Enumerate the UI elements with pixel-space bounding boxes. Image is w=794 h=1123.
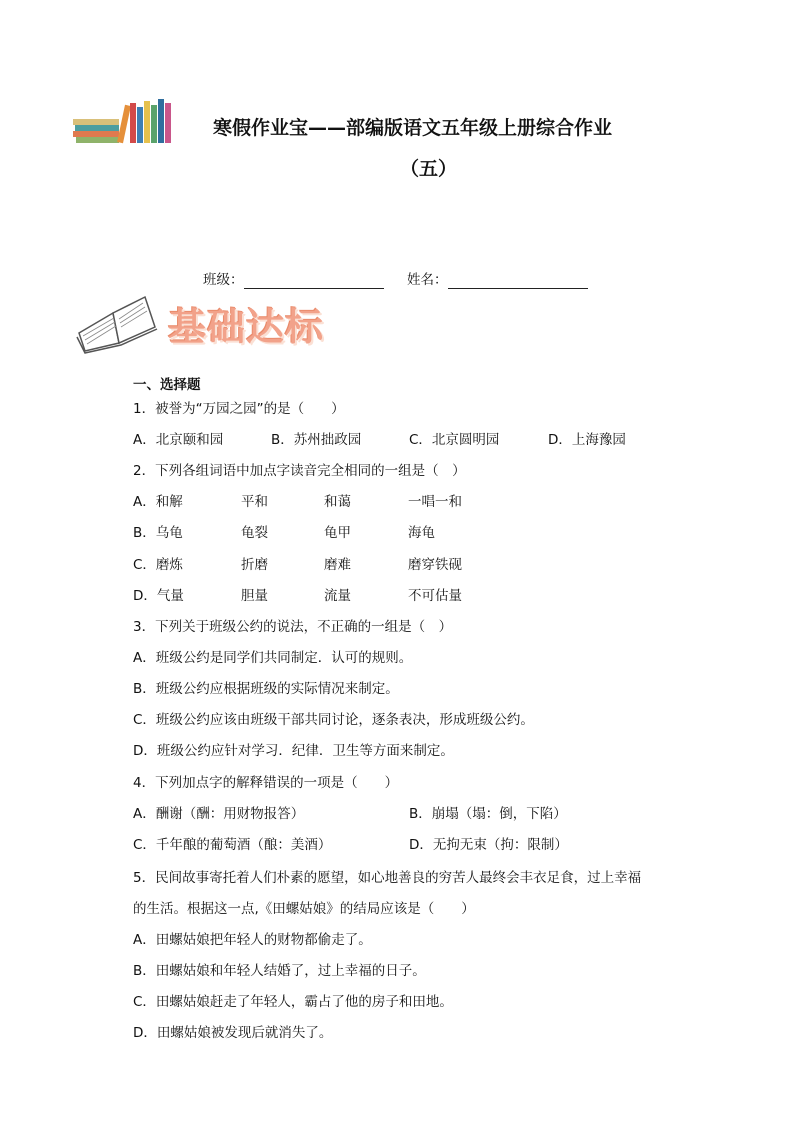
q3-option-b[interactable]: B．班级公约应根据班级的实际情况来制定。 bbox=[133, 681, 399, 697]
q2-word: 不可估量 bbox=[408, 588, 462, 604]
q2-word: 胆量 bbox=[241, 588, 268, 604]
q5-stem-line1: 5．民间故事寄托着人们朴素的愿望，如心地善良的穷苦人最终会丰衣足食，过上幸福 bbox=[133, 870, 642, 886]
q3-option-c[interactable]: C．班级公约应该由班级干部共同讨论，逐条表决，形成班级公约。 bbox=[133, 712, 534, 728]
q2-word: 折磨 bbox=[241, 557, 268, 573]
q2-option-c[interactable]: C．磨炼 bbox=[133, 557, 183, 573]
q2-word: 流量 bbox=[324, 588, 351, 604]
q5-option-d[interactable]: D．田螺姑娘被发现后就消失了。 bbox=[133, 1025, 333, 1041]
q1-option-a[interactable]: A．北京颐和园 bbox=[133, 432, 224, 448]
q2-option-a[interactable]: A．和解 bbox=[133, 494, 183, 510]
open-book-icon bbox=[75, 293, 160, 355]
q2-word: 磨难 bbox=[324, 557, 351, 573]
q2-word: 龟裂 bbox=[241, 525, 268, 541]
q1-option-d[interactable]: D．上海豫园 bbox=[548, 432, 626, 448]
name-label: 姓名： bbox=[407, 272, 448, 288]
q1-stem: 1．被誉为“万园之园”的是（ ） bbox=[133, 401, 345, 417]
q5-option-a[interactable]: A．田螺姑娘把年轻人的财物都偷走了。 bbox=[133, 932, 372, 948]
q2-word: 龟甲 bbox=[324, 525, 351, 541]
q3-option-a[interactable]: A．班级公约是同学们共同制定．认可的规则。 bbox=[133, 650, 413, 666]
q5-option-b[interactable]: B．田螺姑娘和年轻人结婚了，过上幸福的日子。 bbox=[133, 963, 426, 979]
page-title: 寒假作业宝——部编版语文五年级上册综合作业 bbox=[213, 117, 613, 139]
q5-stem-line2: 的生活。根据这一点,《田螺姑娘》的结局应该是（ ） bbox=[133, 901, 475, 917]
name-blank[interactable] bbox=[448, 272, 588, 289]
q5-option-c[interactable]: C．田螺姑娘赶走了年轻人，霸占了他的房子和田地。 bbox=[133, 994, 453, 1010]
class-label: 班级： bbox=[203, 272, 244, 288]
q2-word: 和蔼 bbox=[324, 494, 351, 510]
class-field[interactable] bbox=[203, 271, 384, 289]
q2-word: 一唱一和 bbox=[408, 494, 462, 510]
q2-option-b[interactable]: B．乌龟 bbox=[133, 525, 183, 541]
q2-word: 磨穿铁砚 bbox=[408, 557, 462, 573]
q1-option-c[interactable]: C．北京圆明园 bbox=[409, 432, 500, 448]
q4-option-b[interactable]: B．崩塌（塌：倒，下陷） bbox=[409, 806, 567, 822]
page-subtitle: （五） bbox=[400, 158, 458, 180]
q2-option-d[interactable]: D．气量 bbox=[133, 588, 184, 604]
q2-stem: 2．下列各组词语中加点字读音完全相同的一组是（ ） bbox=[133, 463, 466, 479]
q4-option-a[interactable]: A．酬谢（酬：用财物报答） bbox=[133, 806, 305, 822]
q3-option-d[interactable]: D．班级公约应针对学习．纪律．卫生等方面来制定。 bbox=[133, 743, 454, 759]
q4-option-d[interactable]: D．无拘无束（拘：限制） bbox=[409, 837, 568, 853]
q3-stem: 3．下列关于班级公约的说法，不正确的一组是（ ） bbox=[133, 619, 453, 635]
q4-option-c[interactable]: C．千年酿的葡萄酒（酿：美酒） bbox=[133, 837, 332, 853]
q2-word: 平和 bbox=[241, 494, 268, 510]
section-heading: 一、选择题 bbox=[133, 377, 201, 393]
section-banner: 基础达标 bbox=[168, 305, 325, 349]
class-blank[interactable] bbox=[244, 272, 384, 289]
q1-option-b[interactable]: B．苏州拙政园 bbox=[271, 432, 362, 448]
name-field[interactable] bbox=[407, 271, 588, 289]
q4-stem: 4．下列加点字的解释错误的一项是（ ） bbox=[133, 775, 399, 791]
q2-word: 海龟 bbox=[408, 525, 435, 541]
books-icon bbox=[73, 97, 173, 147]
